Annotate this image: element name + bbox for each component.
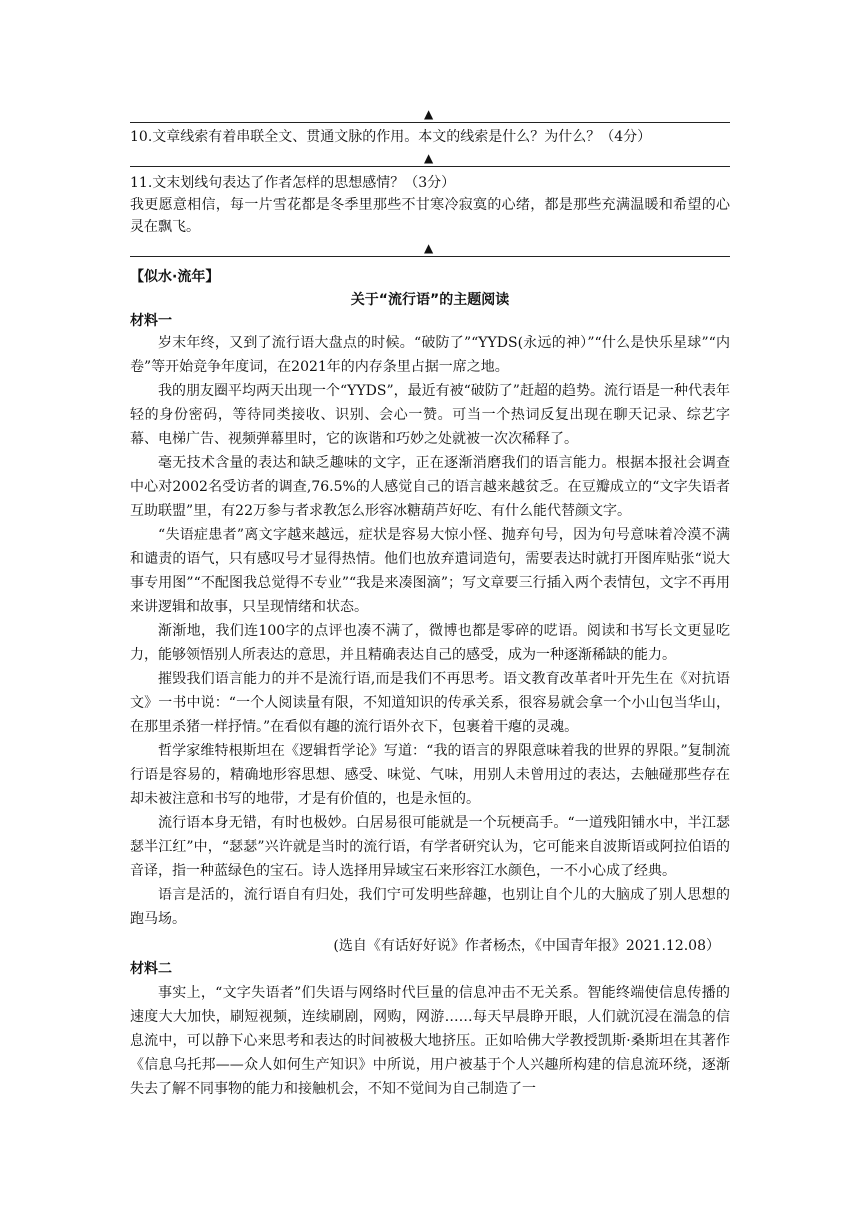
- material-1-paragraph: “失语症患者”离文字越来越远，症状是容易大惊小怪、抛弃句号，因为句号意味着冷漠不满和谴责的语气，只有感叹号才显得热情。他们也放弃遣词造句，需要表达时就打开图库贴张“说大事专用图”“不配图我总觉得不专业”“我是来凑图滴”；写文章要三行插入两个表情包，文字不再用来讲逻辑和故事，只呈现情绪和状态。: [130, 527, 730, 615]
- question-11-quote: 我更愿意相信，每一片雪花都是冬季里那些不甘寒冷寂寞的心绪，都是那些充满温暖和希望的心灵在飘飞。: [130, 197, 730, 235]
- material-1-source: (选自《有话好好说》作者杨杰，《中国青年报》2021.12.08）: [333, 938, 720, 954]
- material-2-paragraph: 事实上，“文字失语者”们失语与网络时代巨量的信息冲击不无关系。智能终端使信息传播的速度大大加快，刷短视频，连续刷剧，网购，网游……每天早晨睁开眼，人们就沉浸在湍急的信息流中，可以静下心来思考和表达的时间被极大地挤压。正如哈佛大学教授凯斯·桑斯坦在其著作《信息乌托邦——众人如何生产知识》中所说，用户被基于个人兴趣所构建的信息流环绕，逐渐失去了解不同事物的能力和接触机会，不知不觉间为自己制造了一: [130, 985, 730, 1097]
- material-1-paragraph: 摧毁我们语言能力的并不是流行语,而是我们不再思考。语文教育改革者叶开先生在《对抗语文》一书中说：“一个人阅读量有限，不知道知识的传承关系，很容易就会拿一个小山包当华山，在那里杀猪一样抒情。”在看似有趣的流行语外衣下，包裹着干瘪的灵魂。: [130, 671, 730, 735]
- material-1-paragraph: 毫无技术含量的表达和缺乏趣味的文字，正在逐渐消磨我们的语言能力。根据本报社会调查中心对2002名受访者的调查,76.5%的人感觉自己的语言越来越贫乏。在豆瓣成立的“文字失语者互助联盟”里，有22万参与者求教怎么形容冰糖葫芦好吃、有什么能代替颜文字。: [130, 455, 730, 519]
- material-1-paragraph: 流行语本身无错，有时也极妙。白居易很可能就是一个玩梗高手。“一道残阳铺水中，半江瑟瑟半江红”中，“瑟瑟”兴许就是当时的流行语，有学者研究认为，它可能来自波斯语或阿拉伯语的音译，指一种蓝绿色的宝石。诗人选择用异域宝石来形容江水颜色，一不小心成了经典。: [130, 815, 730, 879]
- material-1-label: 材料一: [130, 313, 172, 329]
- answer-line: [130, 256, 730, 257]
- section-heading: 【似水·流年】: [130, 269, 220, 285]
- material-2-label: 材料二: [130, 961, 172, 977]
- material-1-paragraph: 渐渐地，我们连100字的点评也凑不满了，微博也都是零碎的呓语。阅读和书写长文更显吃力，能够领悟别人所表达的意思，并且精确表达自己的感受，成为一种逐渐稀缺的能力。: [130, 623, 730, 663]
- question-11: 11.文末划线句表达了作者怎样的思想感情？（3分）: [130, 175, 456, 191]
- material-1-paragraph: 哲学家维特根斯坦在《逻辑哲学论》写道：“我的语言的界限意味着我的世界的界限。”复制流行语是容易的，精确地形容思想、感受、味觉、气味，用别人未曾用过的表达，去触碰那些存在却未被注意和书写的地带，才是有价值的，也是永恒的。: [130, 743, 730, 807]
- answer-marker-triangle: ▲: [424, 151, 434, 165]
- question-10: 10.文章线索有着串联全文、贯通文脉的作用。本文的线索是什么？为什么？（4分）: [130, 129, 652, 145]
- answer-line: [130, 166, 730, 167]
- material-1-paragraph: 岁末年终，又到了流行语大盘点的时候。“破防了”“YYDS(永远的神）”“什么是快乐星球”“内卷”等开始竞争年度词，在2021年的内存条里占据一席之地。: [130, 335, 730, 375]
- material-1-paragraph: 语言是活的，流行语自有归处，我们宁可发明些辞趣，也别让自个儿的大脑成了别人思想的跑马场。: [130, 887, 730, 927]
- reading-title: 关于“流行语”的主题阅读: [350, 292, 510, 308]
- answer-line: [130, 122, 730, 123]
- answer-marker-triangle: ▲: [424, 241, 434, 255]
- material-1-paragraph: 我的朋友圈平均两天出现一个“YYDS”，最近有被“破防了”赶超的趋势。流行语是一种代表年轻的身份密码，等待同类接收、识别、会心一赞。可当一个热词反复出现在聊天记录、综艺字幕、电梯广告、视频弹幕里时，它的诙谐和巧妙之处就被一次次稀释了。: [130, 383, 730, 447]
- answer-marker-triangle: ▲: [424, 107, 434, 121]
